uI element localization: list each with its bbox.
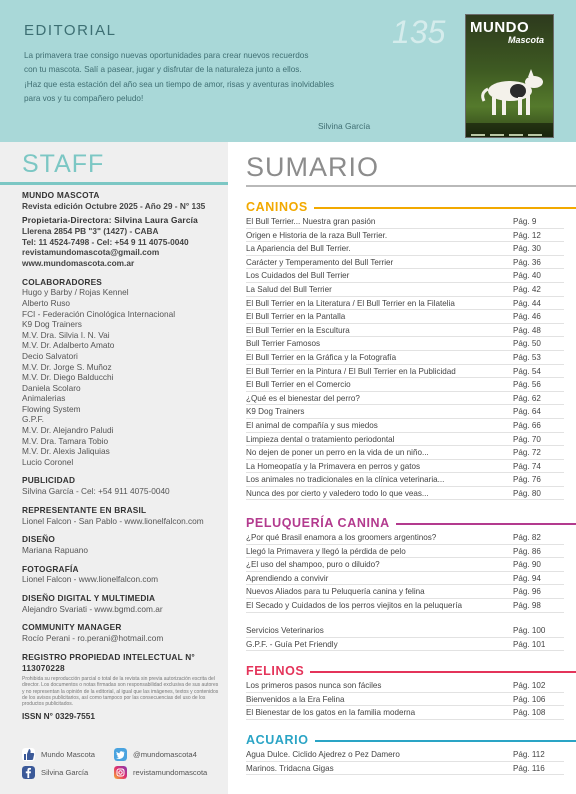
toc-entry[interactable] [246, 748, 576, 762]
staff-line: Daniela Scolaro [22, 382, 81, 393]
entry-page: Pág. 98 [513, 600, 541, 610]
social-facebook-page[interactable] [22, 748, 95, 761]
staff-line: M.V. Dr. Jorge S. Muñoz [22, 361, 112, 372]
section-header [246, 514, 576, 531]
entry-title: Limpieza dental o tratamiento periodontal [246, 434, 395, 444]
toc-entry[interactable] [246, 242, 576, 256]
staff-block [22, 622, 222, 643]
toc-entry[interactable] [246, 460, 576, 474]
entry-title: ¿El uso del shampoo, puro o diluido? [246, 560, 380, 570]
entry-title: Nunca des por cierto y valedero todo lo que veas... [246, 488, 429, 498]
staff-line: Rocío Perani - ro.perani@hotmail.com [22, 633, 164, 644]
toc-entry[interactable] [246, 310, 576, 324]
toc-entry[interactable] [246, 487, 576, 501]
toc-entry[interactable] [246, 624, 576, 638]
toc-entry[interactable] [246, 297, 576, 311]
entry-page: Pág. 70 [513, 434, 541, 444]
entry-page: Pág. 82 [513, 533, 541, 542]
staff-heading: DISEÑO DIGITAL Y MULTIMEDIA [22, 593, 156, 604]
section-title: CANINOS [246, 200, 308, 214]
entry-title: La Salud del Bull Terrier [246, 284, 332, 294]
staff-heading: FOTOGRAFÍA [22, 563, 79, 574]
social-instagram[interactable] [114, 766, 207, 779]
entry-title: Carácter y Temperamento del Bull Terrier [246, 257, 394, 267]
staff-line: M.V. Dr. Alejandro Paludi [22, 425, 114, 436]
toc-entry[interactable] [246, 365, 576, 379]
entry-title: Bienvenidos a la Era Felina [246, 694, 345, 704]
entry-page: Pág. 100 [513, 626, 546, 635]
entry-page: Pág. 42 [513, 284, 541, 294]
staff-heading: COMMUNITY MANAGER [22, 622, 122, 633]
social-links [22, 748, 222, 784]
staff-block [22, 564, 222, 585]
staff-line: M.V. Dra. Tamara Tobio [22, 435, 109, 446]
cover-logo: MUNDO [470, 19, 530, 36]
entry-page: Pág. 102 [513, 681, 546, 690]
entry-title: El Bull Terrier en la Literatura / El Bull Terrier en la Filatelia [246, 298, 455, 308]
editorial-signature: Silvina García [318, 121, 371, 131]
entry-title: El Bull Terrier en el Comercio [246, 380, 351, 390]
toc-entry[interactable] [246, 558, 576, 572]
staff-line: Animalerias [22, 393, 66, 404]
staff-line: M.V. Dra. Silvia I. N. Vai [22, 329, 110, 340]
toc-entry[interactable] [246, 283, 576, 297]
staff-heading: PUBLICIDAD [22, 475, 76, 486]
editorial-banner [0, 0, 576, 142]
issn-number: ISSN N° 0329-7551 [22, 710, 95, 721]
staff-line: M.V. Dr. Diego Balducchi [22, 372, 114, 383]
toc-entry[interactable] [246, 545, 576, 559]
entry-title: El Bull Terrier en la Gráfica y la Fotografía [246, 352, 397, 362]
entry-page: Pág. 108 [513, 708, 546, 718]
entry-page: Pág. 50 [513, 339, 541, 349]
toc-entry[interactable] [246, 433, 576, 447]
toc-entry[interactable] [246, 706, 576, 720]
entry-page: Pág. 106 [513, 694, 546, 704]
cover-logo-sub: Mascota [508, 35, 545, 45]
section-rule [315, 740, 576, 742]
staff-line: Decio Salvatori [22, 350, 78, 361]
entry-page: Pág. 94 [513, 573, 541, 583]
staff-line: Silvina García - Cel: +54 911 4075-0040 [22, 486, 170, 497]
facebook-icon [22, 766, 35, 779]
toc-entry[interactable] [246, 446, 576, 460]
toc-entry[interactable] [246, 638, 576, 652]
entry-title: El animal de compañía y sus miedos [246, 420, 378, 430]
staff-line: M.V. Dr. Adalberto Amato [22, 340, 115, 351]
toc-entry[interactable] [246, 419, 576, 433]
staff-block [22, 215, 222, 268]
entry-title: La Homeopatía y la Primavera en perros y gatos [246, 461, 421, 471]
editorial-paragraph: La primavera trae consigo nuevas oportunidades para crear nuevos recuerdos [24, 51, 309, 60]
toc-entry[interactable] [246, 599, 576, 613]
entry-page: Pág. 54 [513, 366, 541, 376]
entry-title: Aprendiendo a convivir [246, 573, 329, 583]
staff-block [22, 593, 222, 614]
entry-title: No dejen de poner un perro en la vida de un niño... [246, 448, 429, 458]
staff-line: Revista edición Octubre 2025 - Año 29 - N° 135 [22, 200, 206, 211]
staff-block [22, 534, 222, 555]
toc-section [246, 624, 576, 651]
entry-title: Agua Dulce. Ciclido Ajedrez o Pez Damero [246, 750, 400, 759]
editorial-paragraph: con tu mascota. Salí a pasear, jugar y disfrutar de la naturaleza junto a ellos. [24, 65, 302, 75]
toc-entry[interactable] [246, 572, 576, 586]
staff-line: Lucio Coronel [22, 456, 74, 467]
toc-entry[interactable] [246, 693, 576, 707]
entry-page: Pág. 64 [513, 407, 541, 417]
legal-notice: Prohibida su reproducción parcial o total de la revista sin previa autorización escrita del director. Los documentos o notas firmadas son responsabilidad exclusiva de sus autores y no representan la opinión de la editorial, al igual que las imágenes, textos y contenidos de los avisos publicitarios, así como tampoco por las consecuencias del uso de los productos publicitados. [22, 676, 219, 707]
section-rule [314, 207, 576, 209]
staff-line: www.mundomascota.com.ar [22, 257, 135, 268]
entry-title: Bull Terrier Famosos [246, 339, 321, 349]
staff-heading: REPRESENTANTE EN BRASIL [22, 504, 147, 515]
entry-title: Los primeros pasos nunca son fáciles [246, 681, 382, 690]
toc-section [246, 662, 576, 720]
toc-entry[interactable] [246, 351, 576, 365]
entry-page: Pág. 101 [513, 639, 546, 649]
entry-title: Los Cuidados del Bull Terrier [246, 271, 350, 281]
entry-title: El Bull Terrier en la Escultura [246, 325, 350, 335]
entry-page: Pág. 46 [513, 312, 541, 322]
editorial-text [24, 49, 384, 106]
staff-credits [22, 190, 222, 727]
toc-section [246, 514, 576, 613]
issue-number: 135 [392, 14, 446, 50]
staff-line: FCI - Federación Cinológica Internacional [22, 308, 176, 319]
entry-title: Origen e Historia de la raza Bull Terrier. [246, 230, 388, 240]
toc-entry[interactable] [246, 215, 576, 229]
entry-page: Pág. 30 [513, 244, 541, 254]
staff-block [22, 190, 222, 211]
editorial-paragraph: para vos y tu compañero peludo! [24, 93, 144, 103]
toc-section [246, 731, 576, 775]
toc-entry[interactable] [246, 324, 576, 338]
entry-page: Pág. 86 [513, 546, 541, 556]
toc-entry[interactable] [246, 337, 576, 351]
entry-title: Marinos. Tridacna Gigas [246, 763, 334, 773]
staff-line: Alejandro Svariati - www.bgmd.com.ar [22, 603, 163, 614]
entry-title: Llegó la Primavera y llegó la pérdida de pelo [246, 546, 406, 556]
staff-line: Tel: 11 4524-7498 - Cel: +54 9 11 4075-0040 [22, 236, 189, 247]
entry-page: Pág. 53 [513, 352, 541, 362]
entry-page: Pág. 36 [513, 257, 541, 267]
section-rule [396, 523, 576, 525]
entry-page: Pág. 72 [513, 448, 541, 458]
entry-page: Pág. 96 [513, 587, 541, 597]
entry-title: El Secado y Cuidados de los perros viejitos en la peluquería [246, 600, 462, 610]
entry-page: Pág. 74 [513, 461, 541, 471]
section-title: FELINOS [246, 664, 305, 678]
entry-page: Pág. 66 [513, 420, 541, 430]
staff-line: Flowing System [22, 403, 81, 414]
entry-title: Nuevos Aliados para tu Peluquería canina y felina [246, 587, 425, 597]
entry-title: El Bienestar de los gatos en la familia moderna [246, 708, 416, 718]
toc-entry[interactable] [246, 269, 576, 283]
toc-entry[interactable] [246, 679, 576, 693]
section-rule [310, 671, 576, 673]
staff-heading: DISEÑO [22, 534, 56, 545]
entry-title: ¿Por qué Brasil enamora a los groomers argentinos? [246, 533, 437, 542]
entry-page: Pág. 9 [513, 217, 537, 226]
toc-entry[interactable] [246, 378, 576, 392]
staff-line: Lionel Falcon - www.lionelfalcon.com [22, 574, 159, 585]
entry-title: K9 Dog Trainers [246, 407, 305, 417]
staff-heading: MUNDO MASCOTA [22, 190, 100, 200]
toc-entry[interactable] [246, 229, 576, 243]
dog-illustration [476, 67, 546, 119]
entry-title: El Bull Terrier en la Pantalla [246, 312, 346, 322]
entry-page: Pág. 44 [513, 298, 541, 308]
social-label: Silvina García [41, 768, 89, 777]
toc-entry[interactable] [246, 762, 576, 776]
social-label: @mundomascota4 [133, 750, 197, 759]
twitter-icon [114, 748, 127, 761]
staff-heading: COLABORADORES [22, 276, 103, 287]
toc-entry[interactable] [246, 392, 576, 406]
toc-entry[interactable] [246, 473, 576, 487]
entry-page: Pág. 112 [513, 750, 545, 759]
entry-page: Pág. 90 [513, 560, 541, 570]
toc-entry[interactable] [246, 405, 576, 419]
entry-title: G.P.F. - Guía Pet Friendly [246, 639, 338, 649]
staff-line: Hugo y Barby / Rojas Kennel [22, 287, 129, 298]
staff-heading: Propietaria-Directora: Silvina Laura García [22, 215, 198, 226]
toc-entry[interactable] [246, 585, 576, 599]
staff-block [22, 505, 222, 526]
toc-entry[interactable] [246, 256, 576, 270]
entry-title: La Apariencia del Bull Terrier. [246, 244, 351, 254]
entry-title: ¿Qué es el bienestar del perro? [246, 393, 360, 403]
sumario-title: SUMARIO [246, 152, 380, 182]
section-title: PELUQUERÍA CANINA [246, 516, 390, 530]
social-twitter[interactable] [114, 748, 197, 761]
section-title: ACUARIO [246, 733, 309, 747]
cover-footer-strip [466, 123, 553, 137]
staff-line: G.P.F. [22, 414, 44, 425]
staff-line: Llerena 2854 PB "3" (1427) - CABA [22, 226, 159, 237]
social-label: Mundo Mascota [41, 750, 96, 759]
section-header [246, 662, 576, 679]
entry-title: El Bull Terrier en la Pintura / El Bull Terrier en la Publicidad [246, 366, 456, 376]
staff-line: Mariana Rapuano [22, 545, 88, 556]
entry-page: Pág. 116 [513, 763, 545, 773]
registro-heading: REGISTRO PROPIEDAD INTELECTUAL N° 113070228 [22, 651, 195, 673]
staff-block [22, 277, 222, 468]
entry-page: Pág. 12 [513, 230, 541, 240]
entry-page: Pág. 48 [513, 325, 541, 335]
staff-block [22, 475, 222, 496]
entry-page: Pág. 40 [513, 271, 541, 281]
editorial-title: EDITORIAL [24, 22, 117, 39]
entry-page: Pág. 76 [513, 475, 541, 485]
instagram-icon [114, 766, 127, 779]
entry-page: Pág. 80 [513, 488, 541, 498]
staff-line: revistamundomascota@gmail.com [22, 247, 160, 258]
section-header [246, 198, 576, 215]
section-header [246, 731, 576, 748]
thumbs-up-icon [22, 748, 35, 761]
entry-page: Pág. 62 [513, 393, 541, 403]
magazine-cover[interactable] [465, 14, 554, 138]
staff-divider [0, 182, 228, 185]
sumario-divider [246, 185, 576, 187]
toc-entry[interactable] [246, 531, 576, 545]
entry-title: El Bull Terrier... Nuestra gran pasión [246, 217, 376, 226]
staff-line: K9 Dog Trainers [22, 319, 82, 330]
staff-line: Alberto Ruso [22, 297, 70, 308]
editorial-paragraph: ¡Haz que esta estación del año sea un tiempo de amor, risas y aventuras inolvidables [24, 79, 334, 89]
entry-page: Pág. 56 [513, 380, 541, 390]
social-label: revistamundomascota [133, 768, 208, 777]
staff-column [0, 142, 228, 794]
staff-line: M.V. Dr. Alexis Jaliquias [22, 446, 110, 457]
entry-title: Los animales no tradicionales en la clínica veterinaria... [246, 475, 445, 485]
staff-title: STAFF [22, 150, 105, 178]
toc-section [246, 198, 576, 500]
entry-title: Servicios Veterinarios [246, 626, 324, 635]
social-facebook-profile[interactable] [22, 766, 88, 779]
staff-line: Lionel Falcon - San Pablo - www.lionelfalcon.com [22, 515, 204, 526]
